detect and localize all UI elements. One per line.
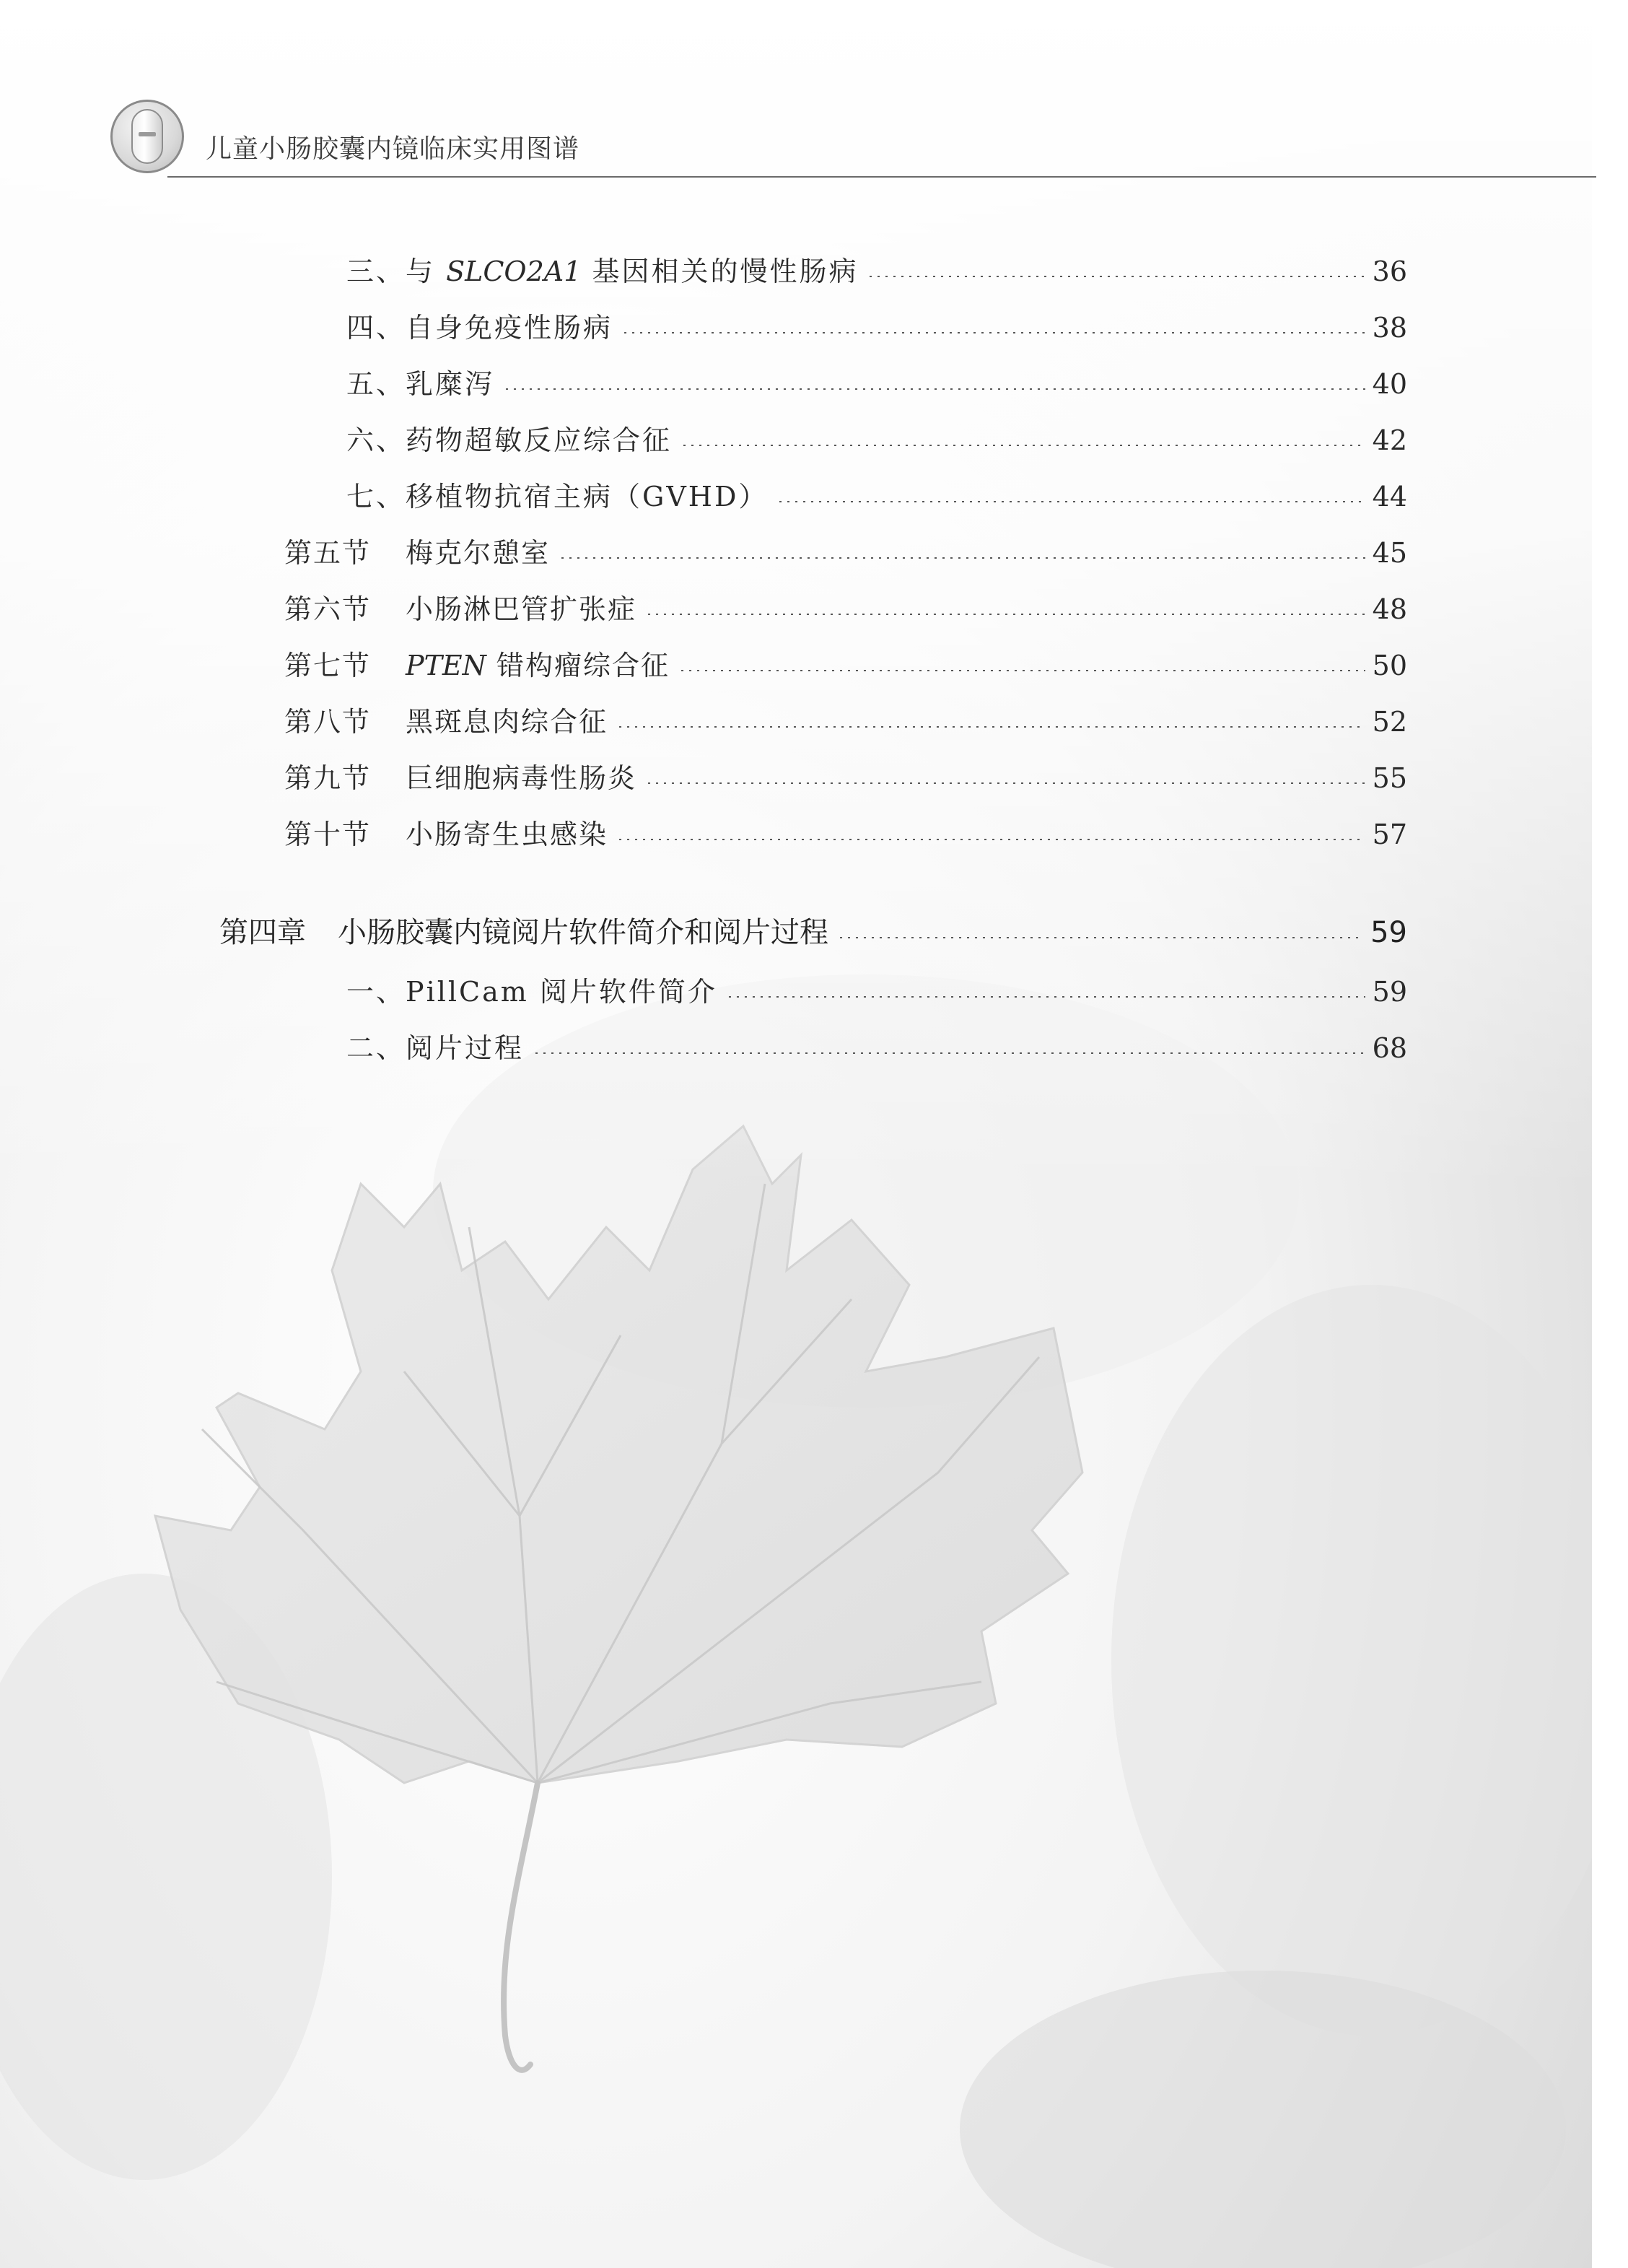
toc-entry-title: 一、PillCam 阅片软件简介 [346, 976, 717, 1008]
leader-dots [645, 614, 1365, 615]
leader-dots [837, 937, 1363, 938]
leader-dots [533, 1052, 1365, 1054]
page-margin-band [1592, 0, 1628, 2268]
leader-dots [616, 839, 1365, 840]
toc-entry-title: 三、与 SLCO2A1 基因相关的慢性肠病 [346, 256, 859, 287]
toc-page-number: 44 [1372, 481, 1407, 513]
toc-section-title: 第七节 PTEN 错构瘤综合征 [284, 650, 670, 681]
toc-section[interactable] [284, 531, 1407, 575]
toc-page-number: 55 [1372, 762, 1407, 794]
toc-page-number: 59 [1372, 976, 1407, 1008]
toc-page-number: 36 [1372, 256, 1407, 287]
toc-entry-title: 六、药物超敏反应综合征 [346, 424, 673, 456]
toc-page-number: 52 [1372, 706, 1407, 738]
toc-entry[interactable] [346, 970, 1407, 1013]
capsule-logo-icon [110, 100, 184, 173]
running-header [0, 0, 1628, 188]
leader-dots [776, 501, 1365, 502]
leader-dots [726, 996, 1365, 998]
toc-entry[interactable] [346, 362, 1407, 406]
toc-section[interactable] [284, 700, 1407, 743]
toc-page-number: 38 [1372, 312, 1407, 344]
toc-page-number: 48 [1372, 593, 1407, 625]
toc-section[interactable] [284, 644, 1407, 687]
toc-entry[interactable] [346, 475, 1407, 518]
toc-page-number: 42 [1372, 424, 1407, 456]
toc-section[interactable] [284, 813, 1407, 856]
toc-section[interactable] [284, 588, 1407, 631]
toc-section[interactable] [284, 756, 1407, 800]
toc-entry[interactable] [346, 419, 1407, 462]
capsule-icon [131, 109, 163, 164]
toc-section-title: 第八节 黑斑息肉综合征 [284, 706, 608, 738]
toc-section-title: 第六节 小肠淋巴管扩张症 [284, 593, 637, 625]
leader-dots [678, 670, 1365, 671]
toc-entry[interactable] [346, 1026, 1407, 1070]
toc-page-number: 68 [1372, 1032, 1407, 1064]
toc-entry-title: 五、乳糜泻 [346, 368, 495, 400]
toc-entry[interactable] [346, 306, 1407, 349]
toc-section-title: 第五节 梅克尔憩室 [284, 537, 551, 569]
toc-entry-title: 七、移植物抗宿主病（GVHD） [346, 481, 769, 513]
capsule-lens-icon [139, 132, 156, 136]
toc-page-number: 45 [1372, 537, 1407, 569]
leader-dots [503, 388, 1365, 390]
leader-dots [621, 332, 1365, 333]
leader-dots [867, 276, 1365, 277]
leader-dots [559, 557, 1365, 559]
toc-chapter[interactable] [219, 911, 1407, 954]
leader-dots [616, 726, 1365, 728]
leader-dots [680, 445, 1365, 446]
toc-section-title: 第九节 巨细胞病毒性肠炎 [284, 762, 637, 794]
toc-page-number: 57 [1372, 819, 1407, 850]
toc-chapter-title: 第四章 小肠胶囊内镜阅片软件简介和阅片过程 [219, 916, 828, 949]
leader-dots [645, 782, 1365, 784]
toc-page-number: 59 [1370, 916, 1407, 949]
toc-entry[interactable] [346, 250, 1407, 293]
book-title: 儿童小肠胶囊内镜临床实用图谱 [206, 134, 580, 164]
toc-entry-title: 二、阅片过程 [346, 1032, 525, 1064]
toc-entry-title: 四、自身免疫性肠病 [346, 312, 613, 344]
toc-section-title: 第十节 小肠寄生虫感染 [284, 819, 608, 850]
toc-page-number: 50 [1372, 650, 1407, 681]
header-divider [167, 176, 1596, 178]
toc-page-number: 40 [1372, 368, 1407, 400]
